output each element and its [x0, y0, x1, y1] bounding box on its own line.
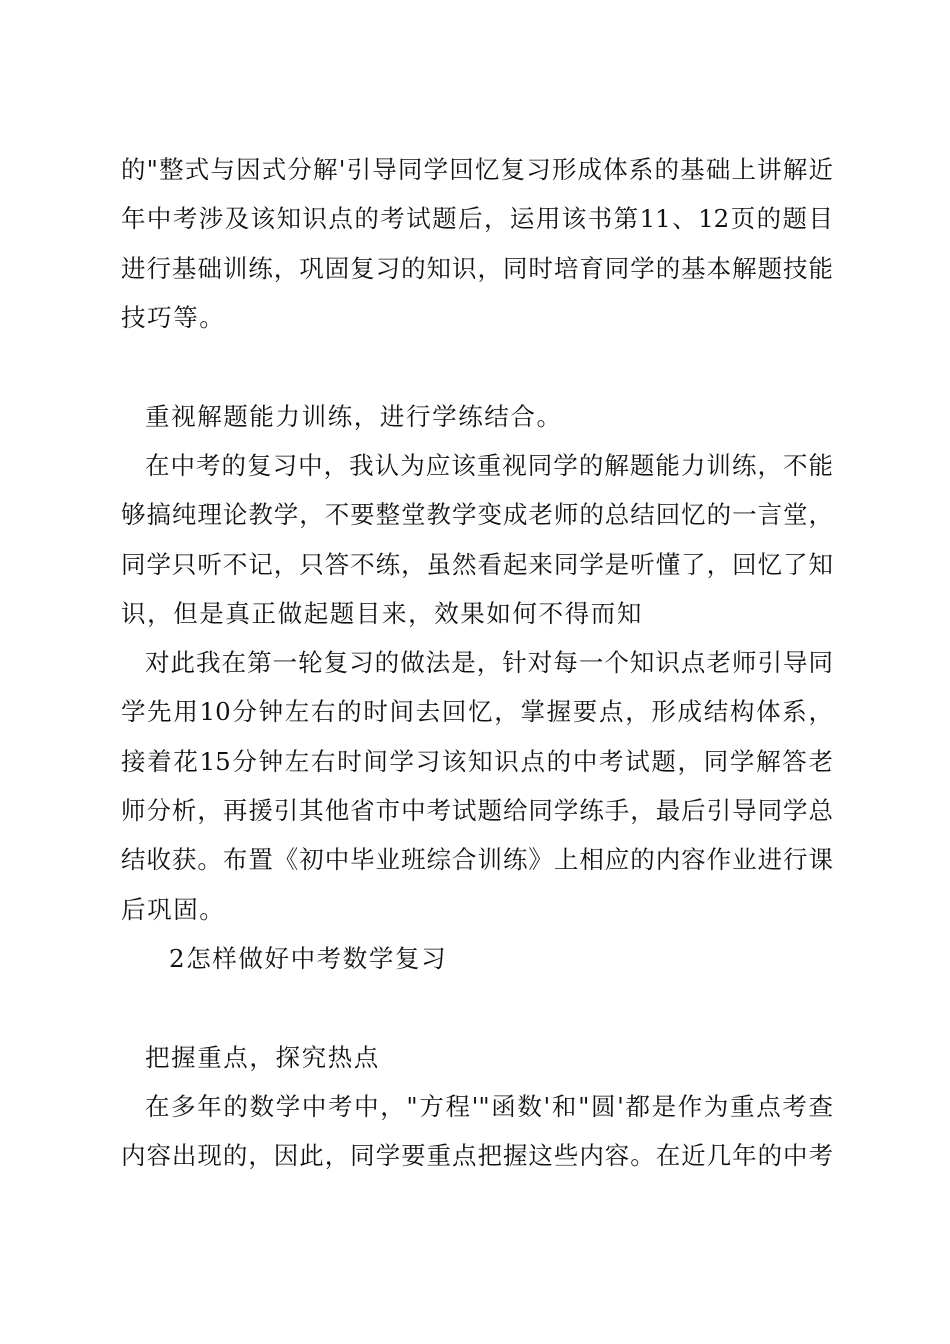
paragraph-2-line-2: 够搞纯理论教学，不要整堂教学变成老师的总结回忆的一言堂，	[121, 500, 833, 529]
heading-1: 重视解题能力训练，进行学练结合。	[145, 402, 563, 431]
paragraph-4-line-2: 内容出现的，因此，同学要重点把握这些内容。在近几年的中考	[121, 1141, 833, 1170]
paragraph-1-line-3: 进行基础训练，巩固复习的知识，同时培育同学的基本解题技能	[121, 254, 833, 283]
paragraph-2-line-3: 同学只听不记，只答不练，虽然看起来同学是听懂了，回忆了知	[121, 550, 833, 579]
paragraph-3-line-1: 对此我在第一轮复习的做法是，针对每一个知识点老师引导同	[145, 648, 833, 677]
paragraph-1-line-1: 的"整式与因式分解'引导同学回忆复习形成体系的基础上讲解近	[121, 155, 833, 184]
paragraph-3-line-2: 学先用10分钟左右的时间去回忆，掌握要点，形成结构体系，	[121, 697, 833, 726]
paragraph-1-line-4: 技巧等。	[121, 303, 226, 332]
paragraph-1-line-2: 年中考涉及该知识点的考试题后，运用该书第11、12页的题目	[121, 204, 833, 233]
section-title: 2怎样做好中考数学复习	[169, 944, 448, 973]
paragraph-3-line-4: 师分析，再援引其他省市中考试题给同学练手，最后引导同学总	[121, 796, 833, 825]
heading-2: 把握重点，探究热点	[145, 1043, 380, 1072]
paragraph-3-line-6: 后巩固。	[121, 895, 226, 924]
paragraph-2-line-4: 识，但是真正做起题目来，效果如何不得而知	[121, 599, 643, 628]
paragraph-4-line-1: 在多年的数学中考中，"方程'"函数'和"圆'都是作为重点考查	[145, 1092, 833, 1121]
paragraph-3-line-5: 结收获。布置《初中毕业班综合训练》上相应的内容作业进行课	[121, 845, 833, 874]
paragraph-3-line-3: 接着花15分钟左右时间学习该知识点的中考试题，同学解答老	[121, 747, 833, 776]
paragraph-2-line-1: 在中考的复习中，我认为应该重视同学的解题能力训练，不能	[145, 451, 833, 480]
